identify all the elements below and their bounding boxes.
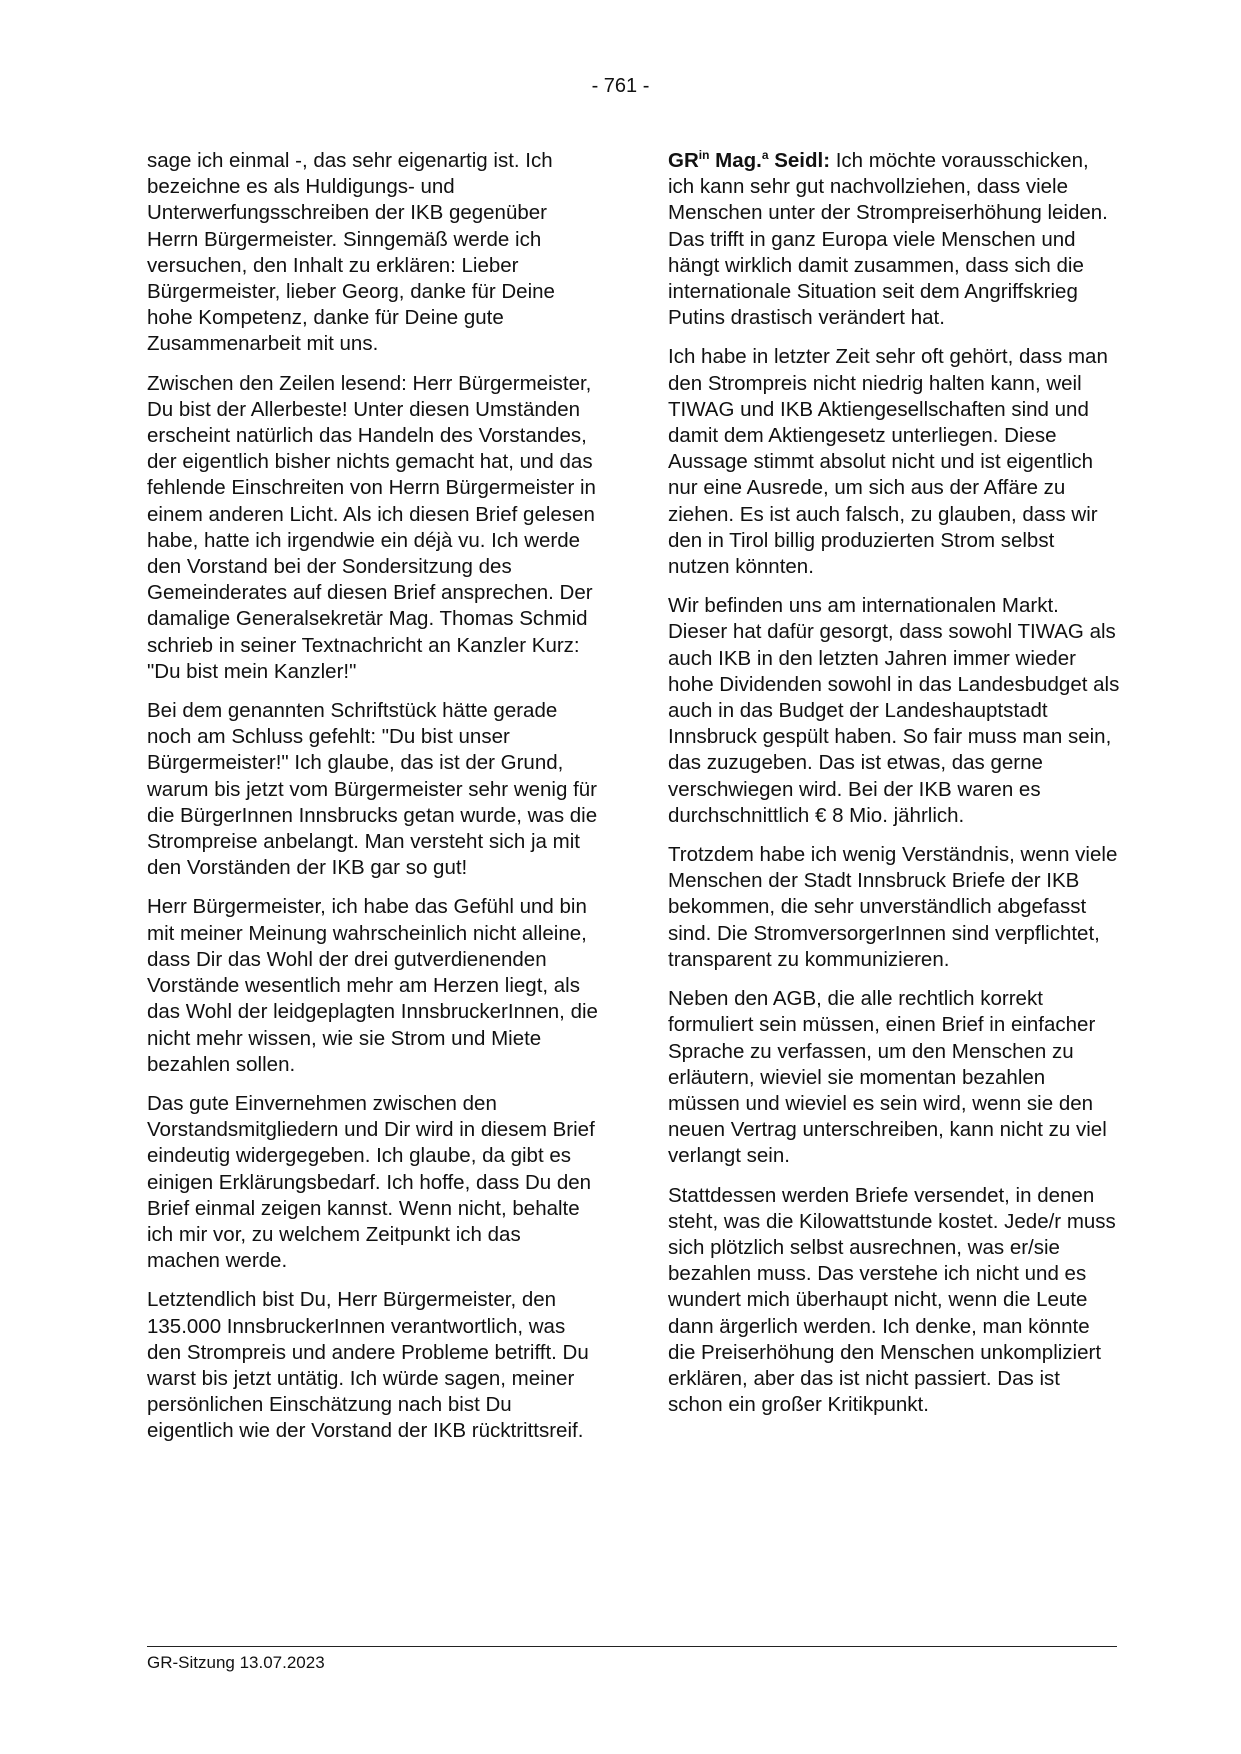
page-number: - 761 - — [591, 75, 650, 97]
paragraph: Wir befinden uns am internationalen Markt. Dieser hat dafür gesorgt, dass sowohl TIWAG als auch IKB in den letzten Jahren immer wieder hohe Dividenden sowohl in das Landesbudget als auch in das Budget der Landeshauptstadt Innsbruck gespült haben. So fair muss man sein, das zuzugeben. Das ist etwas, das gerne verschwiegen wird. Bei der IKB waren es durchschnittlich € 8 Mio. jährlich. — [668, 594, 1120, 827]
paragraph: sage ich einmal -, das sehr eigenartig ist. Ich bezeichne es als Huldigungs- und Unterwerfungsschreiben der IKB gegenüber Herrn Bürgermeister. Sinngemäß werde ich versuchen, den Inhalt zu erklären: Lieber Bürgermeister, lieber Georg, danke für Deine hohe Kompetenz, danke für Deine gute Zusammenarbeit mit uns. — [147, 149, 555, 356]
paragraph: Letztendlich bist Du, Herr Bürgermeister, den 135.000 InnsbruckerInnen verantwortlich, was den Strompreis und andere Probleme betrifft. Du warst bis jetzt untätig. Ich würde sagen, meiner persönlichen Einschätzung nach bist Du eigentlich wie der Vorstand der IKB rücktrittsreif. — [147, 1288, 589, 1443]
paragraph: Neben den AGB, die alle rechtlich korrekt formuliert sein müssen, einen Brief in einfacher Sprache zu verfassen, um den Menschen zu erläutern, wieviel sie momentan bezahlen müssen und wieviel es sein wird, wenn sie den neuen Vertrag unterschreiben, kann nicht zu viel verlangt sein. — [668, 987, 1107, 1168]
speaker-paragraph — [668, 148, 1120, 331]
right-column — [668, 148, 1120, 1431]
paragraph: Bei dem genannten Schriftstück hätte gerade noch am Schluss gefehlt: "Du bist unser Bürgermeister!" Ich glaube, das ist der Grund, warum bis jetzt vom Bürgermeister sehr wenig für die BürgerInnen Innsbrucks getan wurde, was die Strompreise anbelangt. Man versteht sich ja mit den Vorständen der IKB gar so gut! — [147, 699, 598, 880]
paragraph: Stattdessen werden Briefe versendet, in denen steht, was die Kilowattstunde kostet. Jede/r muss sich plötzlich selbst ausrechnen, was er/sie bezahlen muss. Das verstehe ich nicht und es wundert mich überhaupt nicht, wenn die Leute dann ärgerlich werden. Ich denke, man könnte die Preiserhöhung den Menschen unkompliziert erklären, aber das ist nicht passiert. Das ist schon ein großer Kritikpunkt. — [668, 1183, 1116, 1417]
left-column — [147, 148, 599, 1458]
paragraph: Trotzdem habe ich wenig Verständnis, wenn viele Menschen der Stadt Innsbruck Briefe der IKB bekommen, die sehr unverständlich abgefasst sind. Die StromversorgerInnen sind verpflichtet, transparent zu kommunizieren. — [668, 843, 1118, 971]
speaker-text: Ich möchte vorausschicken, ich kann sehr gut nachvollziehen, dass viele Menschen unter der Strompreiserhöhung leiden. Das trifft in ganz Europa viele Menschen und hängt wirklich damit zusammen, dass sich die internationale Situation seit dem Angriffskrieg Putins drastisch verändert hat. — [668, 149, 1108, 330]
speaker-surname: Seidl: — [768, 149, 831, 172]
speaker-prefix: GR — [668, 149, 699, 172]
paragraph: Ich habe in letzter Zeit sehr oft gehört, dass man den Strompreis nicht niedrig halten kann, weil TIWAG und IKB Aktiengesellschaften sind und damit dem Aktiengesetz unterliegen. Diese Aussage stimmt absolut nicht und ist eigentlich nur eine Ausrede, um sich aus der Affäre zu ziehen. Es ist auch falsch, zu glauben, dass wir den in Tirol billig produzierten Strom selbst nutzen könnten. — [668, 345, 1108, 579]
speaker-prefix-sup: in — [698, 148, 710, 163]
footer-session-date: GR-Sitzung 13.07.2023 — [147, 1653, 325, 1672]
paragraph: Zwischen den Zeilen lesend: Herr Bürgermeister, Du bist der Allerbeste! Unter diesen Umständen erscheint natürlich das Handeln des Vorstandes, der eigentlich bisher nichts gemacht hat, und das fehlende Einschreiten von Herrn Bürgermeister in einem anderen Licht. Als ich diesen Brief gelesen habe, hatte ich irgendwie ein déjà vu. Ich werde den Vorstand bei der Sondersitzung des Gemeinderates auf diesen Brief ansprechen. Der damalige Generalsekretär Mag. Thomas Schmid schrieb in seiner Textnachricht an Kanzler Kurz: "Du bist mein Kanzler!" — [147, 371, 596, 683]
paragraph: Herr Bürgermeister, ich habe das Gefühl und bin mit meiner Meinung wahrscheinlich nicht alleine, dass Dir das Wohl der drei gutverdienenden Vorstände wesentlich mehr am Herzen liegt, als das Wohl der leidgeplagten InnsbruckerInnen, die nicht mehr wissen, wie sie Strom und Miete bezahlen sollen. — [147, 895, 598, 1076]
footer-divider — [147, 1646, 1117, 1647]
paragraph: Das gute Einvernehmen zwischen den Vorstandsmitgliedern und Dir wird in diesem Brief eindeutig widergegeben. Ich glaube, da gibt es einigen Erklärungsbedarf. Ich hoffe, dass Du den Brief einmal zeigen kannst. Wenn nicht, behalte ich mir vor, zu welchem Zeitpunkt ich das machen werde. — [147, 1091, 595, 1273]
speaker-name — [668, 149, 830, 172]
speaker-title-sup: a — [761, 148, 769, 163]
speaker-title: Mag. — [709, 149, 762, 172]
